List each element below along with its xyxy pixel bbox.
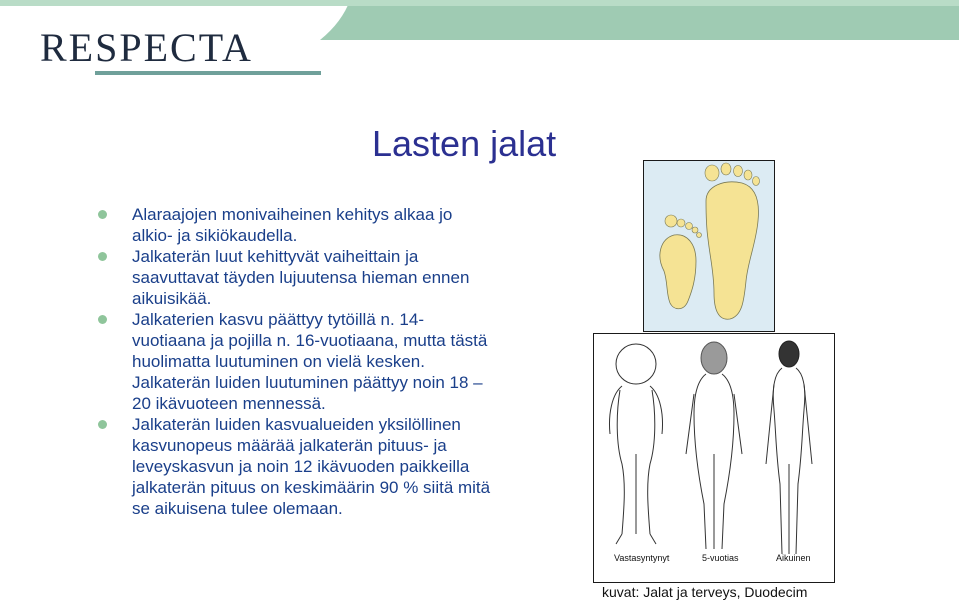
child-figure [686, 342, 742, 549]
logo-underline [95, 71, 321, 75]
adult-figure [766, 341, 812, 554]
slide-title: Lasten jalat [372, 123, 557, 164]
label-five-year-old: 5-vuotias [702, 553, 739, 563]
label-newborn: Vastasyntynyt [614, 553, 670, 563]
bullet-item: Alaraajojen monivaiheinen kehitys alkaa jo alkio- ja sikiökaudella. [92, 204, 492, 246]
label-adult: Aikuinen [776, 553, 811, 563]
image-credit: kuvat: Jalat ja terveys, Duodecim [602, 584, 808, 600]
bullet-item: Jalkaterien kasvu päättyy tytöillä n. 14-vuotiaana ja pojilla n. 16-vuotiaana, mutta tästä huolimatta luutuminen on vielä kesken. Jalkaterän luiden luutuminen päättyy noin 18 – 20 ikävuoteen mennessä. [92, 309, 492, 414]
respecta-logo: RESPECTA [40, 25, 253, 70]
bullet-item: Jalkaterän luiden kasvualueiden yksilöllinen kasvunopeus määrää jalkaterän pituus- ja leveyskasvun ja noin 12 ikävuoden paikkeilla jalkaterän pituus on keskimäärin 90 % siitä mitä se aikuisena tulee olemaan. [92, 414, 492, 519]
bullet-item: Jalkaterän luut kehittyvät vaiheittain ja saavuttavat täyden lujuutensa hieman ennen aikuisikää. [92, 246, 492, 309]
feet-illustration [643, 160, 775, 332]
body-growth-illustration [593, 333, 835, 583]
bullet-list [92, 204, 492, 519]
body-figures-drawing [594, 334, 834, 582]
newborn-figure [610, 344, 663, 544]
feet-drawing [644, 161, 774, 331]
